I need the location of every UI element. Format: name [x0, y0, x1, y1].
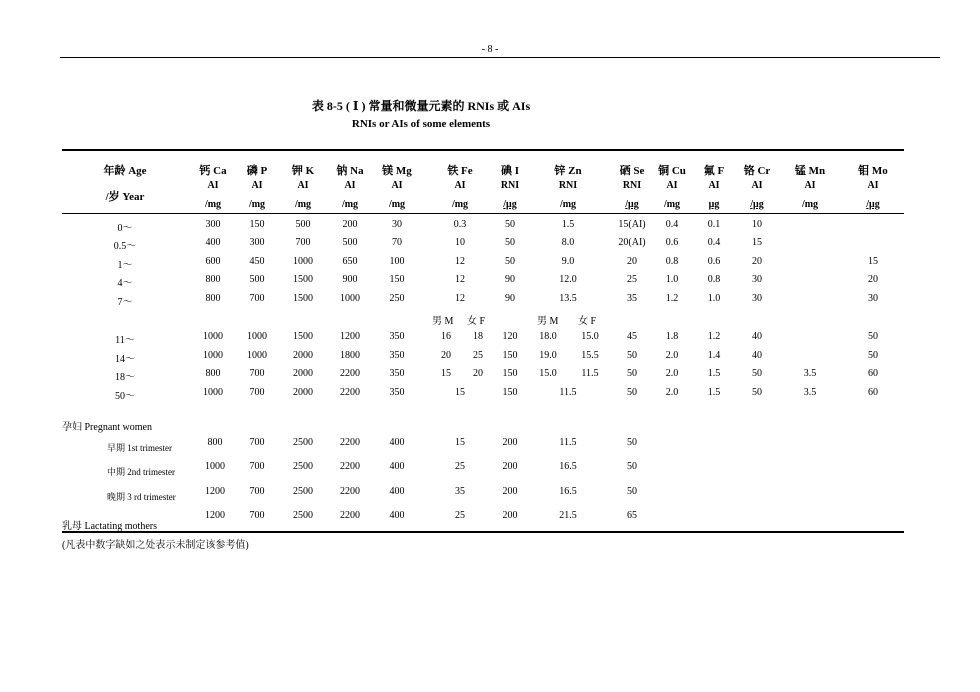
- column-header-unit: /mg: [204, 199, 222, 210]
- age-cell: 7～: [117, 297, 133, 308]
- value-cell: 1.8: [665, 331, 679, 342]
- value-cell: 20: [868, 274, 878, 285]
- value-cell: 50: [752, 387, 762, 398]
- value-cell: 11.5: [559, 387, 577, 398]
- value-cell: 12.0: [559, 274, 577, 285]
- value-cell: 1.4: [707, 350, 721, 361]
- value-cell: 700: [249, 486, 265, 497]
- column-header-type: RNI: [622, 180, 642, 191]
- column-header-type: AI: [391, 180, 403, 191]
- value-cell: 700: [249, 437, 265, 448]
- table-subtitle: RNIs or AIs of some elements: [351, 118, 491, 130]
- value-cell: 700: [249, 510, 265, 521]
- value-cell: 1500: [293, 274, 313, 285]
- value-cell: 100: [389, 256, 405, 267]
- value-cell: 2000: [293, 387, 313, 398]
- value-cell: 15: [455, 387, 465, 398]
- value-cell: 300: [249, 237, 265, 248]
- value-cell: 1.0: [665, 274, 679, 285]
- value-cell: 45: [627, 331, 637, 342]
- value-cell: 1000: [247, 350, 267, 361]
- value-cell: 400: [205, 237, 221, 248]
- value-cell: 25: [473, 350, 483, 361]
- column-header-unit: /mg: [801, 199, 819, 210]
- value-cell: 11.5: [559, 437, 577, 448]
- value-cell: 150: [389, 274, 405, 285]
- value-cell: 2000: [293, 350, 313, 361]
- value-cell: 60: [868, 387, 878, 398]
- value-cell: 0.6: [707, 256, 721, 267]
- column-header-unit: /μg: [503, 199, 517, 210]
- value-cell: 200: [502, 510, 518, 521]
- value-cell: 30: [752, 274, 762, 285]
- value-cell: 18.0: [539, 331, 557, 342]
- value-cell: 35: [627, 293, 637, 304]
- value-cell: 800: [207, 437, 223, 448]
- value-cell: 150: [502, 387, 518, 398]
- value-cell: 450: [249, 256, 265, 267]
- value-cell: 1000: [203, 350, 223, 361]
- pregnant-row-label: 晚期 3 rd trimester: [107, 492, 176, 502]
- value-cell: 50: [627, 387, 637, 398]
- age-header-line2: /岁 Year: [105, 191, 145, 203]
- value-cell: 700: [295, 237, 311, 248]
- value-cell: 2200: [340, 437, 360, 448]
- value-cell: 2500: [293, 461, 313, 472]
- value-cell: 800: [205, 368, 221, 379]
- value-cell: 2500: [293, 486, 313, 497]
- value-cell: 500: [295, 219, 311, 230]
- value-cell: 400: [389, 437, 405, 448]
- value-cell: 15: [441, 368, 451, 379]
- page-number: - 8 -: [481, 44, 499, 55]
- table-header-rule: [62, 213, 904, 214]
- value-cell: 400: [389, 510, 405, 521]
- value-cell: 0.1: [707, 219, 721, 230]
- value-cell: 60: [868, 368, 878, 379]
- pregnant-section-label: 孕妇 Pregnant women: [62, 422, 152, 433]
- value-cell: 50: [868, 350, 878, 361]
- column-header-unit: /μg: [750, 199, 764, 210]
- value-cell: 20: [441, 350, 451, 361]
- value-cell: 200: [502, 437, 518, 448]
- column-header-name: 锰 Mn: [794, 165, 826, 177]
- sex-label: 男 M: [432, 316, 454, 327]
- value-cell: 2500: [293, 437, 313, 448]
- column-header-name: 硒 Se: [619, 165, 645, 177]
- column-header-type: RNI: [558, 180, 578, 191]
- value-cell: 700: [249, 293, 265, 304]
- value-cell: 1000: [293, 256, 313, 267]
- value-cell: 1000: [205, 461, 225, 472]
- column-header-unit: /mg: [341, 199, 359, 210]
- value-cell: 12: [455, 293, 465, 304]
- value-cell: 500: [342, 237, 358, 248]
- column-header-type: AI: [207, 180, 219, 191]
- value-cell: 1.2: [665, 293, 679, 304]
- value-cell: 1500: [293, 331, 313, 342]
- age-cell: 50～: [115, 391, 135, 402]
- value-cell: 0.4: [665, 219, 679, 230]
- column-header-name: 铬 Cr: [743, 165, 771, 177]
- header-rule: [60, 57, 940, 58]
- column-header-type: AI: [867, 180, 879, 191]
- value-cell: 1000: [247, 331, 267, 342]
- value-cell: 50: [505, 256, 515, 267]
- value-cell: 120: [502, 331, 518, 342]
- value-cell: 15.0: [539, 368, 557, 379]
- value-cell: 1200: [205, 510, 225, 521]
- value-cell: 50: [627, 461, 637, 472]
- value-cell: 2200: [340, 387, 360, 398]
- value-cell: 40: [752, 350, 762, 361]
- age-cell: 4～: [117, 278, 133, 289]
- table-footnote: (凡表中数字缺如之处表示未制定该参考值): [62, 540, 249, 551]
- value-cell: 2.0: [665, 387, 679, 398]
- column-header-unit: /mg: [559, 199, 577, 210]
- value-cell: 15: [455, 437, 465, 448]
- value-cell: 300: [205, 219, 221, 230]
- value-cell: 12: [455, 274, 465, 285]
- age-cell: 11～: [115, 335, 135, 346]
- column-header-name: 磷 P: [246, 165, 268, 177]
- value-cell: 15.0: [581, 331, 599, 342]
- age-cell: 1～: [117, 260, 133, 271]
- age-cell: 0.5～: [113, 241, 137, 252]
- column-header-unit: μg: [708, 199, 720, 210]
- value-cell: 2.0: [665, 350, 679, 361]
- column-header-type: AI: [454, 180, 466, 191]
- value-cell: 2.0: [665, 368, 679, 379]
- value-cell: 50: [627, 437, 637, 448]
- column-header-name: 钾 K: [291, 165, 315, 177]
- value-cell: 30: [752, 293, 762, 304]
- value-cell: 15.5: [581, 350, 599, 361]
- value-cell: 0.4: [707, 237, 721, 248]
- value-cell: 50: [627, 486, 637, 497]
- column-header-unit: /μg: [866, 199, 880, 210]
- pregnant-row-label: 早期 1st trimester: [107, 443, 172, 453]
- value-cell: 1500: [293, 293, 313, 304]
- value-cell: 35: [455, 486, 465, 497]
- value-cell: 1.5: [561, 219, 575, 230]
- value-cell: 700: [249, 368, 265, 379]
- table-title: 表 8-5 ( Ⅰ ) 常量和微量元素的 RNIs 或 AIs: [311, 99, 531, 113]
- column-header-name: 镁 Mg: [382, 165, 412, 177]
- column-header-unit: /mg: [451, 199, 469, 210]
- value-cell: 150: [502, 350, 518, 361]
- value-cell: 70: [392, 237, 402, 248]
- column-header-name: 碘 I: [500, 165, 520, 177]
- value-cell: 2200: [340, 368, 360, 379]
- value-cell: 25: [455, 510, 465, 521]
- column-header-unit: /mg: [248, 199, 266, 210]
- value-cell: 21.5: [559, 510, 577, 521]
- column-header-type: AI: [297, 180, 309, 191]
- value-cell: 50: [752, 368, 762, 379]
- value-cell: 350: [389, 387, 405, 398]
- value-cell: 3.5: [803, 387, 817, 398]
- value-cell: 0.3: [453, 219, 467, 230]
- value-cell: 900: [342, 274, 358, 285]
- value-cell: 200: [502, 461, 518, 472]
- value-cell: 150: [249, 219, 265, 230]
- pregnant-row-label: 中期 2nd trimester: [107, 467, 175, 477]
- sex-label: 女 F: [467, 316, 486, 327]
- value-cell: 2000: [293, 368, 313, 379]
- value-cell: 50: [505, 237, 515, 248]
- value-cell: 600: [205, 256, 221, 267]
- value-cell: 8.0: [561, 237, 575, 248]
- sex-label: 女 F: [578, 316, 597, 327]
- value-cell: 9.0: [561, 256, 575, 267]
- value-cell: 15: [752, 237, 762, 248]
- value-cell: 1200: [340, 331, 360, 342]
- value-cell: 0.8: [665, 256, 679, 267]
- column-header-type: RNI: [500, 180, 520, 191]
- value-cell: 20: [752, 256, 762, 267]
- column-header-name: 铁 Fe: [447, 165, 473, 177]
- value-cell: 13.5: [559, 293, 577, 304]
- value-cell: 50: [505, 219, 515, 230]
- value-cell: 25: [455, 461, 465, 472]
- value-cell: 350: [389, 350, 405, 361]
- value-cell: 50: [627, 350, 637, 361]
- column-header-unit: /mg: [388, 199, 406, 210]
- value-cell: 1.0: [707, 293, 721, 304]
- value-cell: 400: [389, 486, 405, 497]
- value-cell: 0.6: [665, 237, 679, 248]
- table-bottom-rule: [62, 531, 904, 533]
- value-cell: 19.0: [539, 350, 557, 361]
- age-header-line1: 年龄 Age: [103, 165, 147, 177]
- value-cell: 50: [627, 368, 637, 379]
- column-header-name: 钼 Mo: [858, 165, 888, 177]
- value-cell: 90: [505, 293, 515, 304]
- value-cell: 20: [627, 256, 637, 267]
- value-cell: 12: [455, 256, 465, 267]
- column-header-name: 锌 Zn: [554, 165, 582, 177]
- value-cell: 800: [205, 293, 221, 304]
- value-cell: 0.8: [707, 274, 721, 285]
- column-header-unit: /mg: [294, 199, 312, 210]
- age-cell: 18～: [115, 372, 135, 383]
- value-cell: 700: [249, 461, 265, 472]
- value-cell: 18: [473, 331, 483, 342]
- value-cell: 2200: [340, 510, 360, 521]
- value-cell: 1.2: [707, 331, 721, 342]
- value-cell: 150: [502, 368, 518, 379]
- value-cell: 1.5: [707, 387, 721, 398]
- value-cell: 16.5: [559, 486, 577, 497]
- value-cell: 1800: [340, 350, 360, 361]
- value-cell: 200: [502, 486, 518, 497]
- column-header-type: AI: [804, 180, 816, 191]
- column-header-type: AI: [666, 180, 678, 191]
- value-cell: 1.5: [707, 368, 721, 379]
- column-header-unit: /mg: [663, 199, 681, 210]
- value-cell: 650: [342, 256, 358, 267]
- value-cell: 1000: [340, 293, 360, 304]
- column-header-type: AI: [344, 180, 356, 191]
- column-header-type: AI: [751, 180, 763, 191]
- value-cell: 20(AI): [618, 237, 646, 248]
- column-header-type: AI: [251, 180, 263, 191]
- value-cell: 2200: [340, 486, 360, 497]
- value-cell: 400: [389, 461, 405, 472]
- value-cell: 10: [455, 237, 465, 248]
- value-cell: 700: [249, 387, 265, 398]
- age-cell: 14～: [115, 354, 135, 365]
- value-cell: 50: [868, 331, 878, 342]
- value-cell: 2200: [340, 461, 360, 472]
- value-cell: 500: [249, 274, 265, 285]
- value-cell: 40: [752, 331, 762, 342]
- value-cell: 2500: [293, 510, 313, 521]
- column-header-type: AI: [708, 180, 720, 191]
- value-cell: 350: [389, 368, 405, 379]
- value-cell: 16.5: [559, 461, 577, 472]
- value-cell: 30: [392, 219, 402, 230]
- value-cell: 30: [868, 293, 878, 304]
- column-header-unit: /μg: [625, 199, 639, 210]
- value-cell: 3.5: [803, 368, 817, 379]
- value-cell: 11.5: [581, 368, 599, 379]
- value-cell: 20: [473, 368, 483, 379]
- value-cell: 16: [441, 331, 451, 342]
- value-cell: 15(AI): [618, 219, 646, 230]
- column-header-name: 氟 F: [703, 165, 725, 177]
- age-cell: 0～: [117, 223, 133, 234]
- value-cell: 25: [627, 274, 637, 285]
- column-header-name: 钙 Ca: [199, 165, 227, 177]
- lactating-label: 乳母 Lactating mothers: [62, 521, 157, 532]
- column-header-name: 铜 Cu: [658, 165, 686, 177]
- value-cell: 350: [389, 331, 405, 342]
- value-cell: 200: [342, 219, 358, 230]
- value-cell: 1200: [205, 486, 225, 497]
- value-cell: 1000: [203, 387, 223, 398]
- sex-label: 男 M: [537, 316, 559, 327]
- value-cell: 65: [627, 510, 637, 521]
- value-cell: 1000: [203, 331, 223, 342]
- value-cell: 10: [752, 219, 762, 230]
- column-header-name: 钠 Na: [336, 165, 364, 177]
- table-top-rule: [62, 149, 904, 151]
- value-cell: 250: [389, 293, 405, 304]
- value-cell: 90: [505, 274, 515, 285]
- value-cell: 15: [868, 256, 878, 267]
- value-cell: 800: [205, 274, 221, 285]
